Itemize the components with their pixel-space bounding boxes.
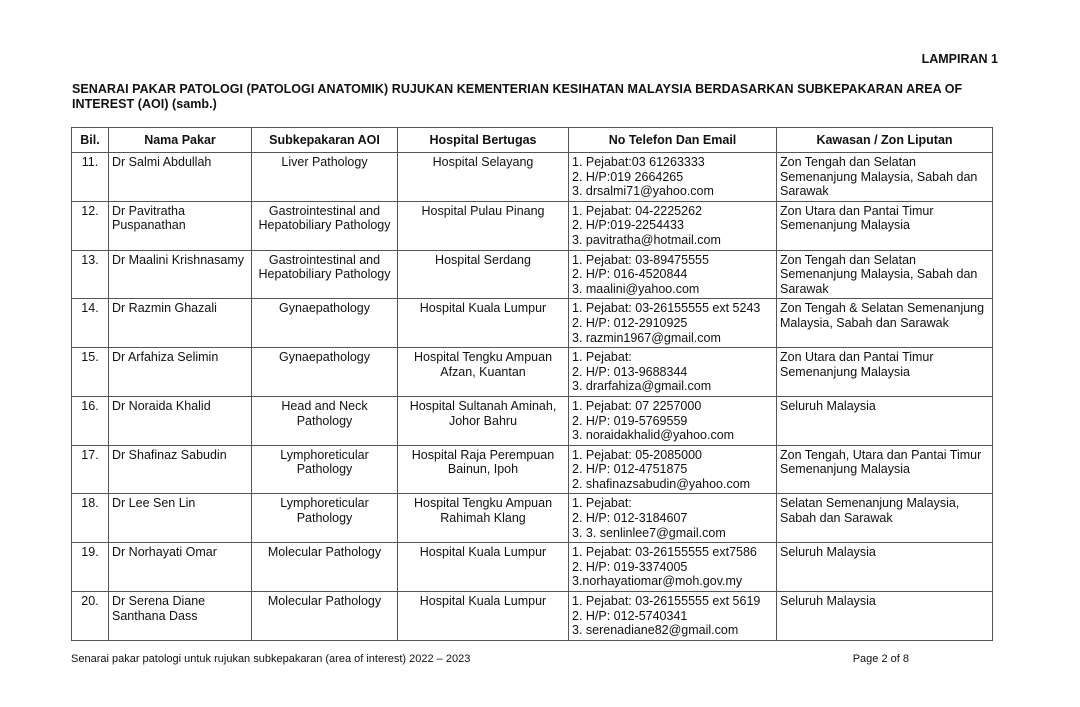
coverage-zone: Seluruh Malaysia (777, 592, 993, 641)
contact-phone: 2. H/P: 012-3184607 (572, 511, 688, 526)
document-title: SENARAI PAKAR PATOLOGI (PATOLOGI ANATOMIK) RUJUKAN KEMENTERIAN KESIHATAN MALAYSIA BERDASARKAN SUBKEPAKARAN AREA OF INTEREST (AOI) (samb.) (72, 82, 963, 111)
coverage-zone: Zon Tengah, Utara dan Pantai Timur Semenanjung Malaysia (777, 445, 993, 494)
pathologist-name: Dr Maalini Krishnasamy (109, 250, 252, 299)
footer-text: Senarai pakar patologi untuk rujukan subkepakaran (area of interest) 2022 – 2023 (71, 653, 471, 665)
pathologist-name: Dr Shafinaz Sabudin (109, 445, 252, 494)
row-number: 19. (72, 543, 109, 592)
table-row (72, 445, 993, 494)
pathologist-name: Dr Salmi Abdullah (109, 153, 252, 202)
contact-phone: 2. H/P: 019-5769559 (572, 413, 688, 428)
contact-email: 3. razmin1967@gmail.com (572, 330, 721, 345)
contact-phone: 1. Pejabat: (572, 350, 632, 365)
contact-phone: 2. H/P: 019-3374005 (572, 559, 688, 574)
col-header-aoi: Subkepakaran AOI (252, 128, 398, 153)
pathologist-name: Dr Norhayati Omar (109, 543, 252, 592)
contact-phone: 2. H/P: 013-9688344 (572, 364, 688, 379)
contact-cell (569, 543, 777, 592)
contact-phone: 1. Pejabat: 07 2257000 (572, 398, 702, 413)
contact-phone: 2. H/P:019 2664265 (572, 169, 684, 184)
hospital-name: Hospital Kuala Lumpur (398, 543, 569, 592)
contact-phone: 1. Pejabat: 04-2225262 (572, 203, 702, 218)
table-row (72, 494, 993, 543)
contact-phone: 1. Pejabat:03 61263333 (572, 155, 705, 169)
hospital-name: Hospital Kuala Lumpur (398, 592, 569, 641)
coverage-zone: Zon Tengah dan Selatan Semenanjung Malaysia, Sabah dan Sarawak (777, 153, 993, 202)
row-number: 20. (72, 592, 109, 641)
row-number: 18. (72, 494, 109, 543)
subspecialty: Gastrointestinal and Hepatobiliary Pathology (252, 201, 398, 250)
col-header-bil: Bil. (72, 128, 109, 153)
contact-cell (569, 494, 777, 543)
contact-email: 3. noraidakhalid@yahoo.com (572, 428, 735, 443)
col-header-contact: No Telefon Dan Email (569, 128, 777, 153)
contact-phone: 1. Pejabat: 05-2085000 (572, 447, 702, 462)
table-row (72, 201, 993, 250)
col-header-zone: Kawasan / Zon Liputan (777, 128, 993, 153)
table-row (72, 348, 993, 397)
hospital-name: Hospital Tengku Ampuan Afzan, Kuantan (398, 348, 569, 397)
contact-email: 3. drarfahiza@gmail.com (572, 379, 712, 394)
coverage-zone: Zon Tengah & Selatan Semenanjung Malaysia, Sabah dan Sarawak (777, 299, 993, 348)
coverage-zone: Zon Tengah dan Selatan Semenanjung Malaysia, Sabah dan Sarawak (777, 250, 993, 299)
table-row (72, 543, 993, 592)
contact-phone: 2. H/P:019-2254433 (572, 218, 684, 233)
table-row (72, 299, 993, 348)
contact-email: 3.norhayatiomar@moh.gov.my (572, 574, 743, 589)
hospital-name: Hospital Kuala Lumpur (398, 299, 569, 348)
row-number: 15. (72, 348, 109, 397)
appendix-label: LAMPIRAN 1 (921, 52, 998, 66)
table-row (72, 250, 993, 299)
pathologist-name: Dr Arfahiza Selimin (109, 348, 252, 397)
row-number: 14. (72, 299, 109, 348)
coverage-zone: Selatan Semenanjung Malaysia, Sabah dan Sarawak (777, 494, 993, 543)
pathologist-name: Dr Lee Sen Lin (109, 494, 252, 543)
hospital-name: Hospital Sultanah Aminah, Johor Bahru (398, 396, 569, 445)
contact-cell (569, 299, 777, 348)
hospital-name: Hospital Pulau Pinang (398, 201, 569, 250)
table-row (72, 396, 993, 445)
pathologist-name: Dr Razmin Ghazali (109, 299, 252, 348)
table-row (72, 153, 993, 202)
contact-email: 3. 3. senlinlee7@gmail.com (572, 525, 726, 540)
hospital-name: Hospital Raja Perempuan Bainun, Ipoh (398, 445, 569, 494)
col-header-name: Nama Pakar (109, 128, 252, 153)
col-header-hospital: Hospital Bertugas (398, 128, 569, 153)
row-number: 11. (72, 153, 109, 202)
hospital-name: Hospital Serdang (398, 250, 569, 299)
pathologist-name: Dr Pavitratha Puspanathan (109, 201, 252, 250)
contact-cell (569, 201, 777, 250)
subspecialty: Molecular Pathology (252, 543, 398, 592)
contact-phone: 1. Pejabat: 03-26155555 ext7586 (572, 545, 757, 560)
coverage-zone: Zon Utara dan Pantai Timur Semenanjung Malaysia (777, 201, 993, 250)
contact-phone: 1. Pejabat: 03-26155555 ext 5619 (572, 594, 761, 609)
contact-email: 3. pavitratha@hotmail.com (572, 232, 721, 247)
contact-cell (569, 348, 777, 397)
contact-phone: 2. H/P: 012-5740341 (572, 608, 688, 623)
contact-cell (569, 592, 777, 641)
contact-phone: 1. Pejabat: 03-26155555 ext 5243 (572, 301, 761, 316)
contact-cell (569, 250, 777, 299)
hospital-name: Hospital Selayang (398, 153, 569, 202)
contact-phone: 1. Pejabat: 03-89475555 (572, 252, 709, 267)
contact-cell (569, 153, 777, 202)
table-header-row (72, 128, 993, 153)
contact-phone: 2. H/P: 016-4520844 (572, 267, 688, 282)
subspecialty: Lymphoreticular Pathology (252, 445, 398, 494)
row-number: 13. (72, 250, 109, 299)
contact-email: 2. shafinazsabudin@yahoo.com (572, 476, 751, 491)
coverage-zone: Seluruh Malaysia (777, 396, 993, 445)
subspecialty: Head and Neck Pathology (252, 396, 398, 445)
row-number: 16. (72, 396, 109, 445)
page-number: Page 2 of 8 (852, 653, 909, 665)
pathologist-name: Dr Noraida Khalid (109, 396, 252, 445)
coverage-zone: Seluruh Malaysia (777, 543, 993, 592)
contact-cell (569, 396, 777, 445)
contact-phone: 2. H/P: 012-4751875 (572, 462, 688, 477)
table-row (72, 592, 993, 641)
contact-phone: 1. Pejabat: (572, 496, 632, 511)
coverage-zone: Zon Utara dan Pantai Timur Semenanjung Malaysia (777, 348, 993, 397)
contact-email: 3. maalini@yahoo.com (572, 281, 700, 296)
subspecialty: Lymphoreticular Pathology (252, 494, 398, 543)
pathologist-name: Dr Serena Diane Santhana Dass (109, 592, 252, 641)
subspecialty: Gastrointestinal and Hepatobiliary Pathology (252, 250, 398, 299)
subspecialty: Gynaepathology (252, 299, 398, 348)
pathologist-table (71, 127, 993, 641)
contact-email: 3. drsalmi71@yahoo.com (572, 184, 714, 199)
subspecialty: Molecular Pathology (252, 592, 398, 641)
row-number: 12. (72, 201, 109, 250)
contact-phone: 2. H/P: 012-2910925 (572, 315, 688, 330)
subspecialty: Liver Pathology (252, 153, 398, 202)
hospital-name: Hospital Tengku Ampuan Rahimah Klang (398, 494, 569, 543)
subspecialty: Gynaepathology (252, 348, 398, 397)
contact-email: 3. serenadiane82@gmail.com (572, 623, 739, 638)
row-number: 17. (72, 445, 109, 494)
contact-cell (569, 445, 777, 494)
